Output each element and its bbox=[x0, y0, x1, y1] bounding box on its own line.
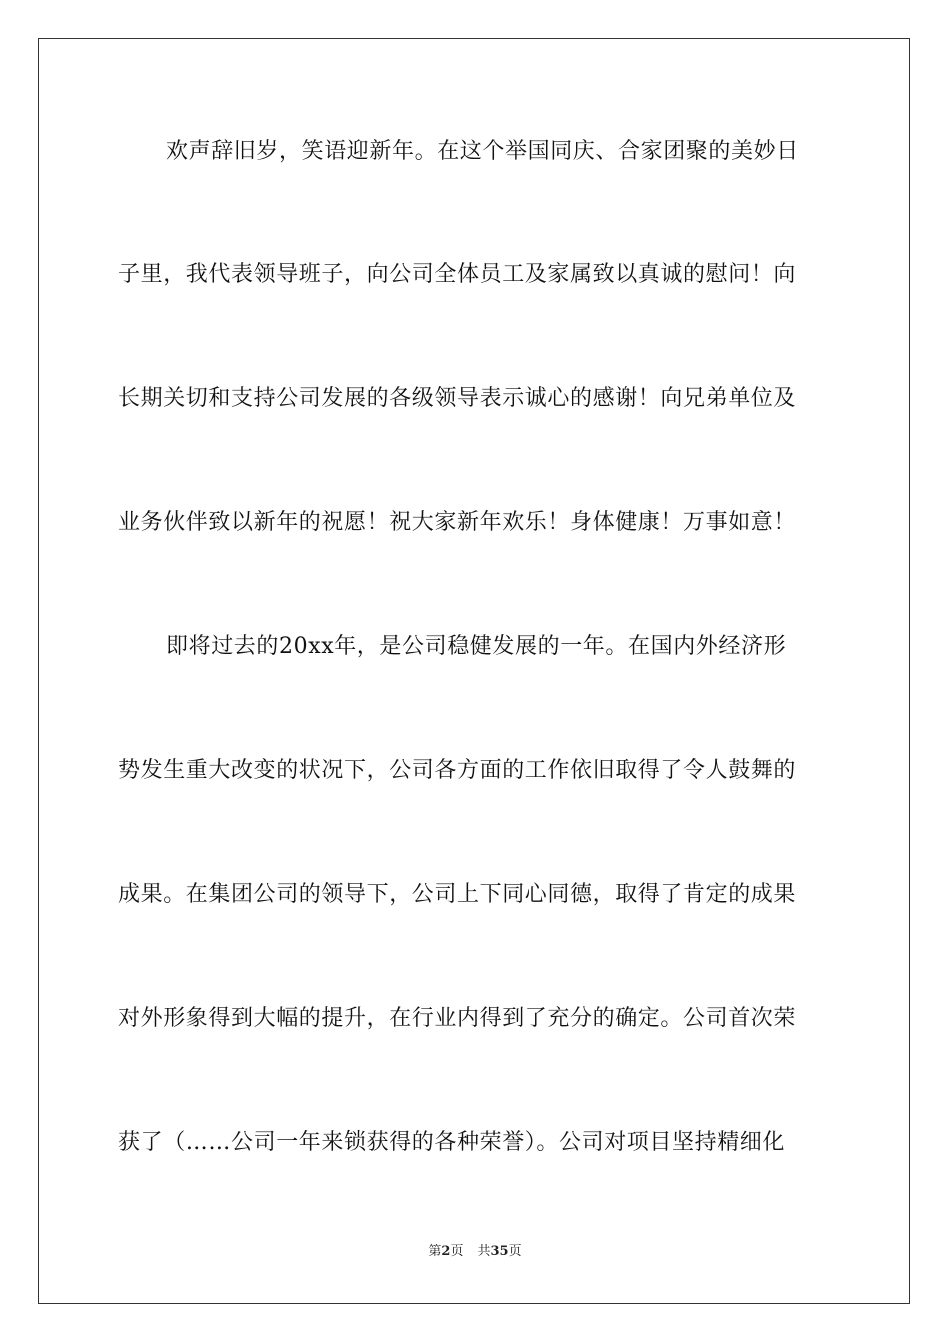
paragraph-line: 获了（……公司一年来锁获得的各种荣誉）。公司对项目坚持精细化 bbox=[118, 1130, 786, 1155]
total-suffix: 页 bbox=[508, 1244, 522, 1259]
paragraph-line: 欢声辞旧岁，笑语迎新年。在这个举国同庆、合家团聚的美妙日 bbox=[166, 139, 799, 164]
page-suffix: 页 bbox=[450, 1244, 464, 1259]
total-pages: 35 bbox=[490, 1244, 509, 1259]
paragraph-line: 势发生重大改变的状况下，公司各方面的工作依旧取得了令人鼓舞的 bbox=[118, 758, 797, 783]
page-border bbox=[38, 38, 910, 1304]
page-footer bbox=[0, 1243, 950, 1261]
paragraph-line: 对外形象得到大幅的提升，在行业内得到了充分的确定。公司首次荣 bbox=[118, 1006, 797, 1031]
page-prefix: 第 bbox=[428, 1244, 442, 1259]
page-number: 2 bbox=[441, 1244, 451, 1259]
paragraph-line: 成果。在集团公司的领导下，公司上下同心同德，取得了肯定的成果 bbox=[118, 882, 797, 907]
paragraph-line: 子里，我代表领导班子，向公司全体员工及家属致以真诚的慰问！向 bbox=[118, 262, 797, 287]
paragraph-line: 长期关切和支持公司发展的各级领导表示诚心的感谢！向兄弟单位及 bbox=[118, 386, 797, 411]
paragraph-line: 即将过去的20xx年，是公司稳健发展的一年。在国内外经济形 bbox=[166, 634, 787, 659]
total-prefix: 共 bbox=[477, 1244, 491, 1259]
paragraph-line: 业务伙伴致以新年的祝愿！祝大家新年欢乐！身体健康！万事如意！ bbox=[118, 510, 797, 535]
